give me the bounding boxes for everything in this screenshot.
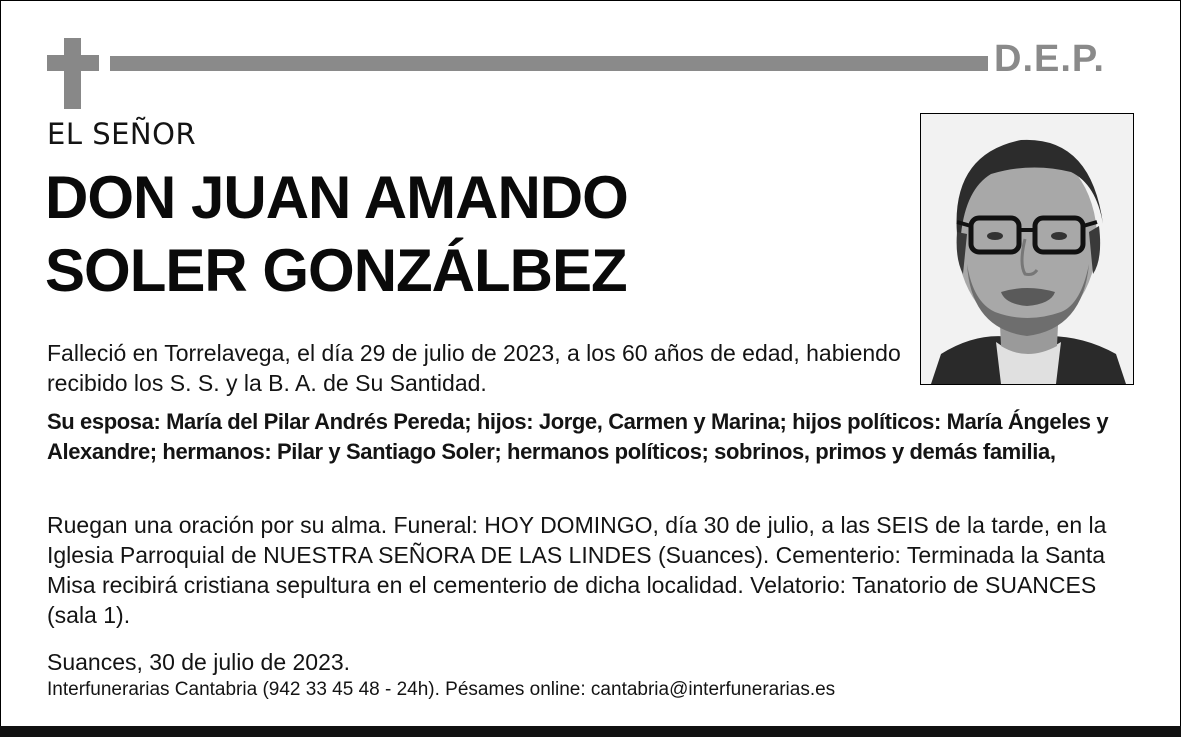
header-rule (110, 56, 988, 71)
dep-badge: D.E.P. (994, 38, 1105, 80)
honorific: EL SEÑOR (47, 117, 197, 151)
cross-icon (47, 38, 99, 109)
funeral-home-contact: Interfunerarias Cantabria (942 33 45 48 - 24h). Pésames online: cantabria@interfunerarias.es (47, 679, 836, 700)
family-list: Su esposa: María del Pilar Andrés Pereda; hijos: Jorge, Carmen y Marina; hijos políticos: María Ángeles y Alexandre; hermanos: Pilar y Santiago Soler; hermanos políticos; sobrinos, primos y demás familia, (47, 409, 1109, 464)
bottom-rule (0, 726, 1181, 737)
death-details: Falleció en Torrelavega, el día 29 de julio de 2023, a los 60 años de edad, habiendo recibido los S. S. y la B. A. de Su Santidad. (47, 340, 901, 396)
portrait-photo (920, 113, 1134, 385)
portrait-illustration (921, 114, 1133, 384)
service-details: Ruegan una oración por su alma. Funeral: HOY DOMINGO, día 30 de julio, a las SEIS de la tarde, en la Iglesia Parroquial de NUESTRA SEÑORA DE LAS LINDES (Suances). Cementerio: Terminada la Santa Misa recibirá cristiana sepultura en el cementerio de dicha localidad. Velatorio: Tanatorio de SUANCES (sala 1). (47, 512, 1107, 628)
deceased-name-line2: SOLER GONZÁLBEZ (45, 237, 627, 304)
deceased-name (45, 164, 628, 304)
place-date: Suances, 30 de julio de 2023. (47, 649, 351, 675)
deceased-name-line1: DON JUAN AMANDO (45, 164, 628, 231)
